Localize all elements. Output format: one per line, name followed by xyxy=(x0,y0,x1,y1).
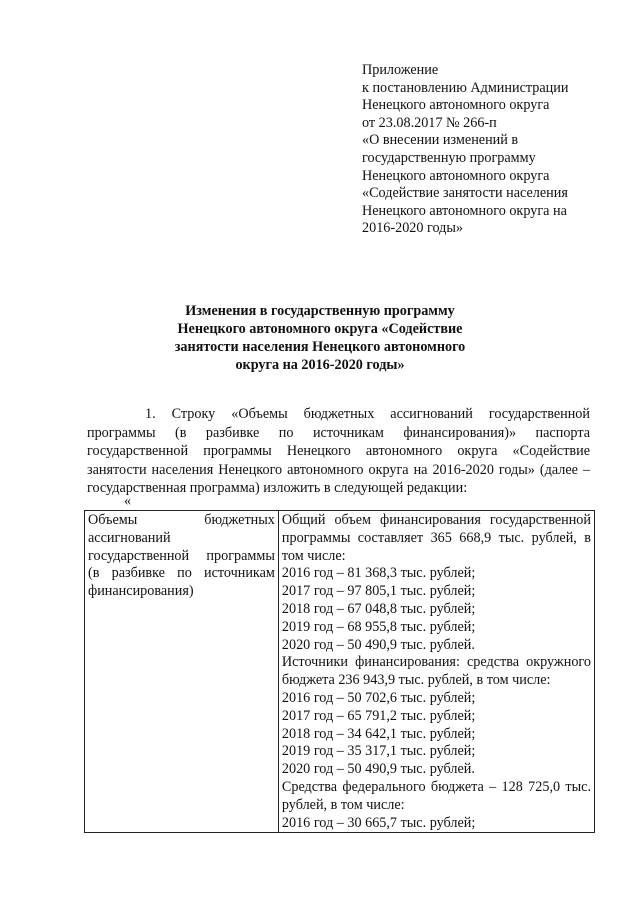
total-year-line: 2019 год – 68 955,8 тыс. рублей; xyxy=(281,618,476,635)
title-line: округа на 2016-2020 годы» xyxy=(235,357,405,373)
row-label-cell xyxy=(85,511,279,833)
opening-quote: « xyxy=(124,493,132,509)
row-label-line: финансирования) xyxy=(88,583,194,600)
total-year-line: 2018 год – 67 048,8 тыс. рублей; xyxy=(281,600,476,617)
table-row xyxy=(85,511,595,833)
annex-line: Ненецкого автономного округа на xyxy=(362,202,567,219)
total-year-line: 2016 год – 81 368,3 тыс. рублей; xyxy=(281,565,476,582)
annex-line: Ненецкого автономного округа xyxy=(362,97,550,114)
title-line: Изменения в государственную программу xyxy=(185,303,455,319)
district-year-line: 2019 год – 35 317,1 тыс. рублей; xyxy=(281,743,476,760)
district-year-line: 2020 год – 50 490,9 тыс. рублей. xyxy=(281,761,475,778)
total-year-line: 2020 год – 50 490,9 тыс. рублей. xyxy=(281,636,475,653)
total-funding-text: Общий объем финансирования государственной программы составляет 365 668,9 тыс. рублей, в том числе: xyxy=(281,512,591,564)
row-label-line: государственной программы xyxy=(88,547,275,564)
annex-line: от 23.08.2017 № 266-п xyxy=(362,114,497,131)
annex-line: «Содействие занятости населения xyxy=(362,185,568,202)
row-label-line: Объемы бюджетных xyxy=(88,512,275,528)
annex-line: «О внесении изменений в xyxy=(362,132,519,149)
row-label-line: (в разбивке по источникам xyxy=(88,565,275,582)
annex-line: Приложение xyxy=(362,62,439,78)
row-value-cell xyxy=(278,511,594,833)
federal-year-line: 2016 год – 30 665,7 тыс. рублей; xyxy=(281,814,476,831)
total-year-line: 2017 год – 97 805,1 тыс. рублей; xyxy=(281,583,476,600)
document-title xyxy=(120,302,520,374)
row-label-line: ассигнований xyxy=(88,529,171,546)
district-funding-text: Источники финансирования: средства окружного бюджета 236 943,9 тыс. рублей, в том числе: xyxy=(281,654,591,689)
annex-line: 2016-2020 годы» xyxy=(362,220,464,237)
budget-table xyxy=(84,510,595,833)
district-year-line: 2018 год – 34 642,1 тыс. рублей; xyxy=(281,725,476,742)
amendment-paragraph: 1. Строку «Объемы бюджетных ассигнований государственной программы (в разбивке по источникам финансирования)» паспорта государственной программы Ненецкого автономного округа «Содействие занятости населения Ненецкого автономного округа на 2016-2020 годы» (далее – государственная программа) изложить в следующей редакции: xyxy=(87,406,590,496)
title-line: занятости населения Ненецкого автономного xyxy=(174,339,466,355)
title-line: Ненецкого автономного округа «Содействие xyxy=(177,321,463,337)
annex-line: государственную программу xyxy=(362,149,536,166)
annex-header xyxy=(362,62,612,238)
federal-funding-text: Средства федерального бюджета – 128 725,0 тыс. рублей, в том числе: xyxy=(281,778,591,813)
annex-line: к постановлению Администрации xyxy=(362,79,569,96)
district-year-line: 2017 год – 65 791,2 тыс. рублей; xyxy=(281,707,476,724)
district-year-line: 2016 год – 50 702,6 тыс. рублей; xyxy=(281,689,476,706)
annex-line: Ненецкого автономного округа xyxy=(362,167,550,184)
